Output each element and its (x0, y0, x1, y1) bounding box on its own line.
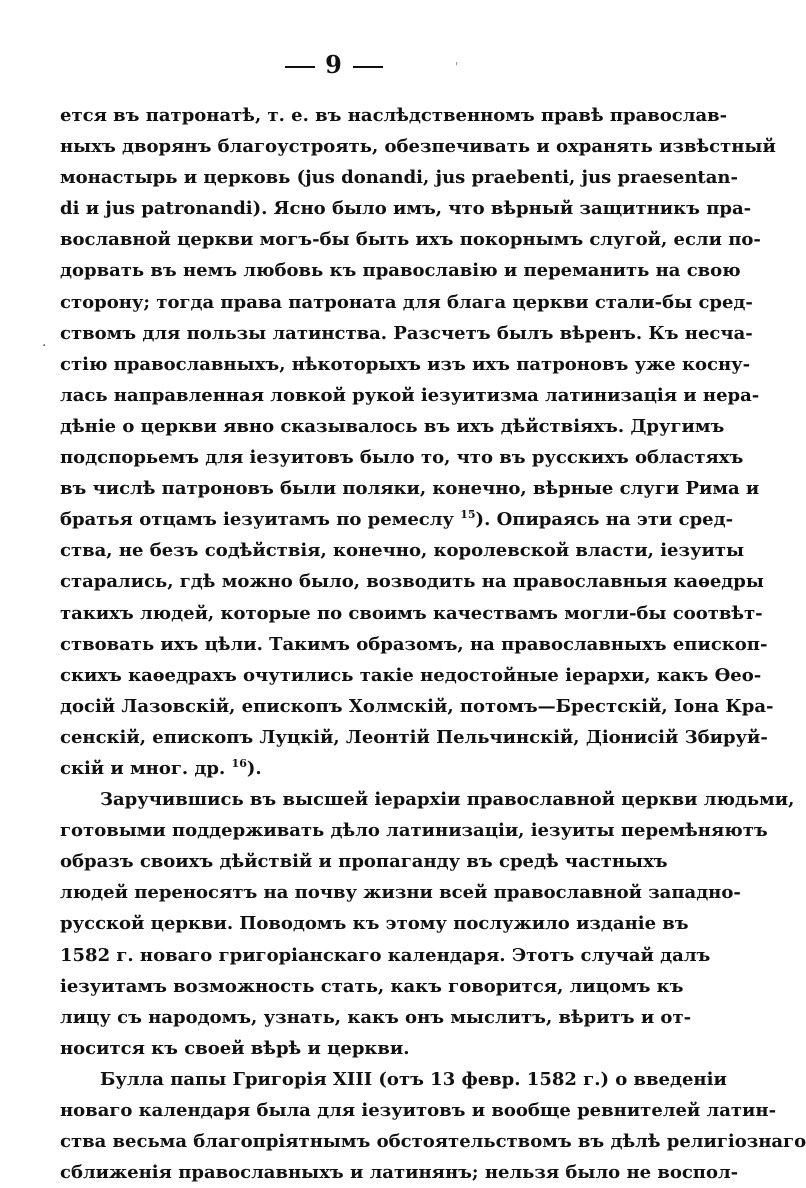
text-line-footnote-15 (60, 504, 734, 535)
text-line: ства весьма благопріятнымъ обстоятельствомъ въ дѣлѣ религіознаго (60, 1131, 806, 1153)
text-line: лицу съ народомъ, узнать, какъ онъ мыслитъ, вѣритъ и от- (60, 1006, 692, 1028)
text-line-tail: ). Опираясь на эти сред- (475, 509, 734, 531)
page-header (0, 50, 668, 79)
text-line: монастырь и церковь (jus donandi, jus praebenti, jus praesentan- (60, 167, 738, 189)
text-line: вославной церкви могъ-бы быть ихъ покорнымъ слугой, если по- (60, 229, 761, 251)
text-line-footnote-16 (60, 753, 660, 784)
text-line: скихъ каѳедрахъ очутились такіе недостойные іерархи, какъ Ѳео- (60, 664, 762, 686)
text-line: сенскій, епископъ Луцкій, Леонтій Пельчинскій, Діонисій Збируй- (60, 726, 768, 748)
text-line: дѣніе о церкви явно сказывалось въ ихъ дѣйствіяхъ. Другимъ (60, 415, 725, 437)
header-dash-left (285, 66, 315, 68)
text-line: досій Лазовскій, епископъ Холмскій, потомъ—Брестскій, Іона Кра- (60, 695, 774, 717)
paragraph-start-line: Булла папы Григорія XIII (отъ 13 февр. 1582 г.) о введеніи (100, 1068, 727, 1090)
text-line: такихъ людей, которые по своимъ качествамъ могли-бы соотвѣт- (60, 602, 763, 624)
text-line: старались, гдѣ можно было, возводить на православныя каѳедры (60, 571, 764, 593)
margin-tick-mark: ' (455, 60, 459, 74)
text-line: ствомъ для пользы латинства. Разсчетъ былъ вѣренъ. Къ несча- (60, 322, 753, 344)
text-line: въ числѣ патроновъ были поляки, конечно, вѣрные слуги Рима и (60, 478, 760, 500)
text-line: новаго календаря была для іезуитовъ и вообще ревнителей латин- (60, 1100, 777, 1121)
page-number: 9 (325, 50, 343, 79)
text-line: di и jus patronandi). Ясно было имъ, что вѣрный защитникъ пра- (60, 198, 752, 220)
footnote-ref-15: 15 (460, 508, 476, 522)
text-line-head: скій и мног. др. (60, 757, 226, 779)
text-line: дорвать въ немъ любовь къ православію и переманить на свою (60, 260, 741, 282)
text-line: лась направленная ловкой рукой іезуитизма латинизація и нера- (60, 384, 760, 406)
margin-dot-mark: · (42, 338, 47, 354)
footnote-ref-16: 16 (231, 756, 247, 770)
text-line: сторону; тогда права патроната для блага церкви стали-бы сред- (60, 291, 753, 313)
text-line: готовыми поддерживать дѣло латинизаціи, іезуиты перемѣняютъ (60, 820, 768, 842)
text-line: ствовать ихъ цѣли. Такимъ образомъ, на православныхъ епископ- (60, 633, 768, 655)
text-line: носится къ своей вѣрѣ и церкви. (60, 1037, 410, 1059)
text-line: іезуитамъ возможность стать, какъ говорится, лицомъ къ (60, 975, 684, 997)
text-line: образъ своихъ дѣйствій и пропаганду въ средѣ частныхъ (60, 851, 668, 873)
text-line: сближенія православныхъ и латинянъ; нельзя было не воспол- (60, 1162, 739, 1184)
text-line: русской церкви. Поводомъ къ этому послужило изданіе въ (60, 913, 689, 935)
paragraph-start-line: Заручившись въ высшей іерархіи православной церкви людьми, (100, 789, 795, 811)
text-line-head: братья отцамъ іезуитамъ по ремеслу (60, 509, 454, 531)
text-line: подспорьемъ для іезуитовъ было то, что въ русскихъ областяхъ (60, 447, 744, 469)
text-line: стію православныхъ, нѣкоторыхъ изъ ихъ патроновъ уже косну- (60, 353, 751, 375)
header-dash-right (353, 66, 383, 68)
text-line: 1582 г. новаго григоріанскаго календаря. Этотъ случай далъ (60, 944, 711, 966)
text-line-tail: ). (246, 757, 262, 779)
text-line: ется въ патронатѣ, т. е. въ наслѣдственномъ правѣ православ- (60, 105, 728, 126)
text-line: ныхъ дворянъ благоустроять, обезпечивать и охранять извѣстный (60, 136, 776, 158)
text-line: людей переносятъ на почву жизни всей православной западно- (60, 882, 741, 904)
text-line: ства, не безъ содѣйствія, конечно, королевской власти, іезуиты (60, 540, 745, 562)
body-text (60, 100, 806, 1188)
